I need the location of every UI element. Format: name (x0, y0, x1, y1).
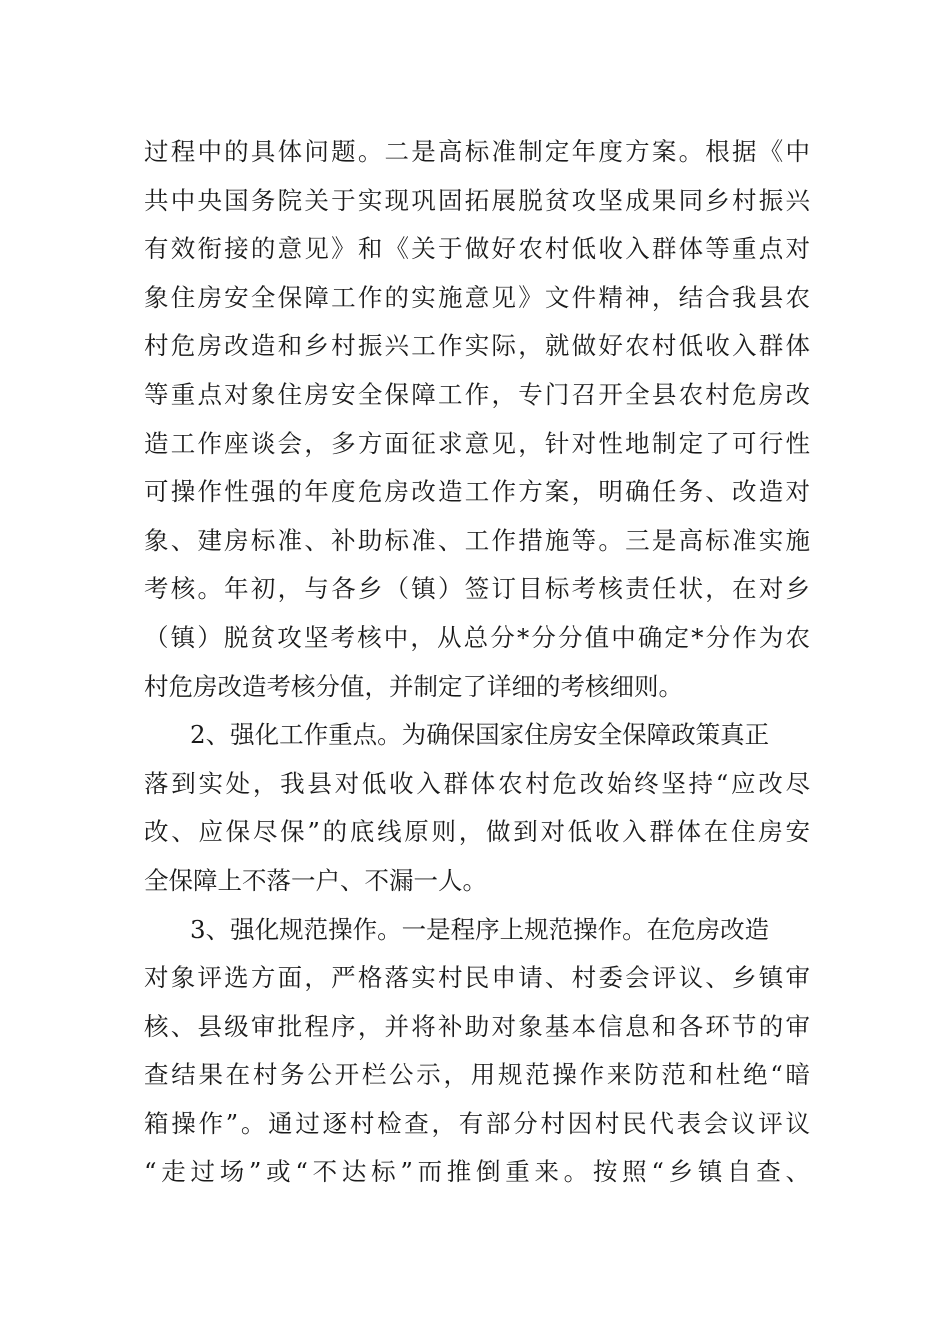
text-line: 可操作性强的年度危房改造工作方案，明确任务、改造对 (144, 477, 810, 507)
text-line: 箱操作”。通过逐村检查，有部分村因村民代表会议评议 (144, 1108, 810, 1138)
text-line: 考核。年初，与各乡（镇）签订目标考核责任状，在对乡 (144, 574, 810, 604)
paragraph-2-start: 2、强化工作重点。为确保国家住房安全保障政策真正 (190, 720, 770, 750)
text-line: 过程中的具体问题。二是高标准制定年度方案。根据《中 (144, 137, 810, 166)
text-line: 改、应保尽保”的底线原则，做到对低收入群体在住房安 (144, 817, 810, 847)
text-line: （镇）脱贫攻坚考核中，从总分*分分值中确定*分作为农 (144, 622, 810, 652)
text-line: 造工作座谈会，多方面征求意见，针对性地制定了可行性 (144, 428, 810, 458)
text-line: 查结果在村务公开栏公示，用规范操作来防范和杜绝“暗 (144, 1060, 810, 1090)
text-line: 对象评选方面，严格落实村民申请、村委会评议、乡镇审 (144, 963, 810, 993)
text-line: “走过场”或“不达标”而推倒重来。按照“乡镇自查、 (144, 1157, 810, 1187)
text-line: 共中央国务院关于实现巩固拓展脱贫攻坚成果同乡村振兴 (144, 185, 810, 215)
text-line: 核、县级审批程序，并将补助对象基本信息和各环节的审 (144, 1011, 810, 1041)
text-line: 象、建房标准、补助标准、工作措施等。三是高标准实施 (144, 525, 810, 555)
text-line: 落到实处，我县对低收入群体农村危改始终坚持“应改尽 (144, 768, 810, 798)
document-body (144, 128, 814, 1197)
text-line: 村危房改造考核分值，并制定了详细的考核细则。 (144, 671, 683, 701)
text-line: 等重点对象住房安全保障工作，专门召开全县农村危房改 (144, 379, 810, 409)
text-line: 村危房改造和乡村振兴工作实际，就做好农村低收入群体 (144, 331, 810, 361)
text-line: 全保障上不落一户、不漏一人。 (144, 865, 487, 895)
paragraph-3-start: 3、强化规范操作。一是程序上规范操作。在危房改造 (190, 914, 770, 944)
text-line: 象住房安全保障工作的实施意见》文件精神，结合我县农 (144, 282, 810, 312)
text-line: 有效衔接的意见》和《关于做好农村低收入群体等重点对 (144, 234, 810, 264)
